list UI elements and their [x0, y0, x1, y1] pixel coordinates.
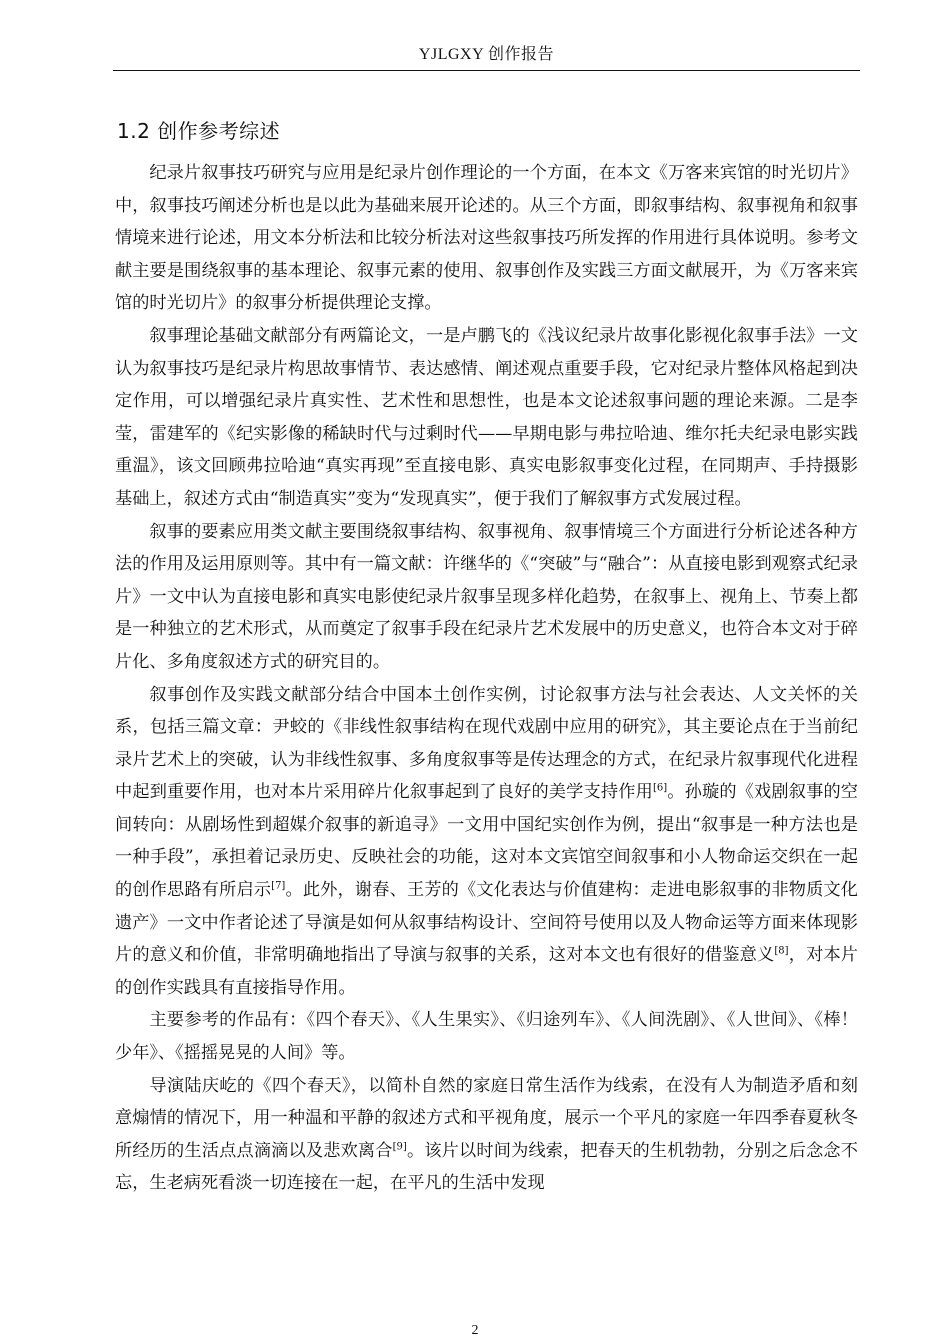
paragraph-4	[115, 679, 858, 1005]
paragraph-text: 。此外，谢春、王芳的《文化表达与价值建构：走进电影叙事的非物质文化遗产》一文中作者论述了导演是如何从叙事结构设计、空间符号使用以及人物命运等方面来体现影片的意义和价值，非常明确地指出了导演与叙事的关系，这对本文也有很好的借鉴意义	[115, 880, 858, 966]
header-divider	[113, 70, 860, 71]
paragraph-text: ，对本片的创作实践具有直接指导作用。	[115, 945, 858, 998]
page-header-title: YJLGXY 创作报告	[418, 46, 555, 63]
page-number: 2	[471, 1323, 479, 1338]
paragraph-2	[115, 320, 858, 516]
section-heading: 1.2 创作参考综述	[117, 119, 281, 143]
paragraph-text: 叙事创作及实践文献部分结合中国本土创作实例，讨论叙事方法与社会表达、人文关怀的关系，包括三篇文章：尹蛟的《非线性叙事结构在现代戏剧中应用的研究》，其主要论点在于当前纪录片艺术上的突破，认为非线性叙事、多角度叙事等是传达理念的方式，在纪录片叙事现代化进程中起到重要作用，也对本片采用碎片化叙事起到了良好的美学支持作用	[115, 684, 858, 803]
citation-marker: [7]	[271, 880, 286, 892]
paragraph-text: 叙事理论基础文献部分有两篇论文，一是卢鹏飞的《浅议纪录片故事化影视化叙事手法》一文认为叙事技巧是纪录片构思故事情节、表达感情、阐述观点重要手段，它对纪录片整体风格起到决定作用，可以增强纪录片真实性、艺术性和思想性，也是本文论述叙事问题的理论来源。二是李莹，雷建军的《纪实影像的稀缺时代与过剩时代——早期电影与弗拉哈迪、维尔托夫纪录电影实践重温》，该文回顾弗拉哈迪“真实再现”至直接电影、真实电影叙事变化过程，在同期声、手持摄影基础上，叙述方式由“制造真实”变为“发现真实”，便于我们了解叙事方式发展过程。	[115, 325, 858, 509]
paragraph-text: 主要参考的作品有：《四个春天》、《人生果实》、《归途列车》、《人间洗剧》、《人世间》、《棒！少年》、《摇摇晃晃的人间》等。	[115, 1010, 858, 1064]
paragraph-6	[115, 1070, 858, 1200]
paragraph-1	[115, 157, 858, 320]
citation-marker: [6]	[652, 782, 668, 794]
paragraph-5	[115, 1004, 858, 1069]
paragraph-text: 叙事的要素应用类文献主要围绕叙事结构、叙事视角、叙事情境三个方面进行分析论述各种方法的作用及运用原则等。其中有一篇文献：许继华的《“突破”与“融合”：从直接电影到观察式纪录片》一文中认为直接电影和真实电影使纪录片叙事呈现多样化趋势，在叙事上、视角上、节奏上都是一种独立的艺术形式，从而奠定了叙事手段在纪录片艺术发展中的历史意义，也符合本文对于碎片化、多角度叙述方式的研究目的。	[115, 521, 858, 672]
body-text	[115, 157, 858, 1200]
citation-marker: [9]	[392, 1141, 407, 1153]
paragraph-text: 纪录片叙事技巧研究与应用是纪录片创作理论的一个方面，在本文《万客来宾馆的时光切片》中，叙事技巧阐述分析也是以此为基础来展开论述的。从三个方面，即叙事结构、叙事视角和叙事情境来进行论述，用文本分析法和比较分析法对这些叙事技巧所发挥的作用进行具体说明。参考文献主要是围绕叙事的基本理论、叙事元素的使用、叙事创作及实践三方面文献展开，为《万客来宾馆的时光切片》的叙事分析提供理论支撑。	[115, 163, 858, 314]
paragraph-3	[115, 516, 858, 679]
paragraph-text: 导演陆庆屹的《四个春天》，以简朴自然的家庭日常生活作为线索，在没有人为制造矛盾和刻意煽情的情况下，用一种温和平静的叙述方式和平视角度，展示一个平凡的家庭一年四季春夏秋冬所经历的生活点点滴滴以及悲欢离合	[115, 1075, 858, 1161]
paragraph-text: 。孙璇的《戏剧叙事的空间转向：从剧场性到超媒介叙事的新追寻》一文用中国纪实创作为例，提出“叙事是一种方法也是一种手段”，承担着记录历史、反映社会的功能，这对本文宾馆空间叙事和小人物命运交织在一起的创作思路有所启示	[115, 782, 858, 901]
paragraph-text: 。该片以时间为线索，把春天的生机勃勃，分别之后念念不忘，生老病死看淡一切连接在一起，在平凡的生活中发现	[115, 1140, 858, 1194]
citation-marker: [8]	[774, 945, 789, 957]
